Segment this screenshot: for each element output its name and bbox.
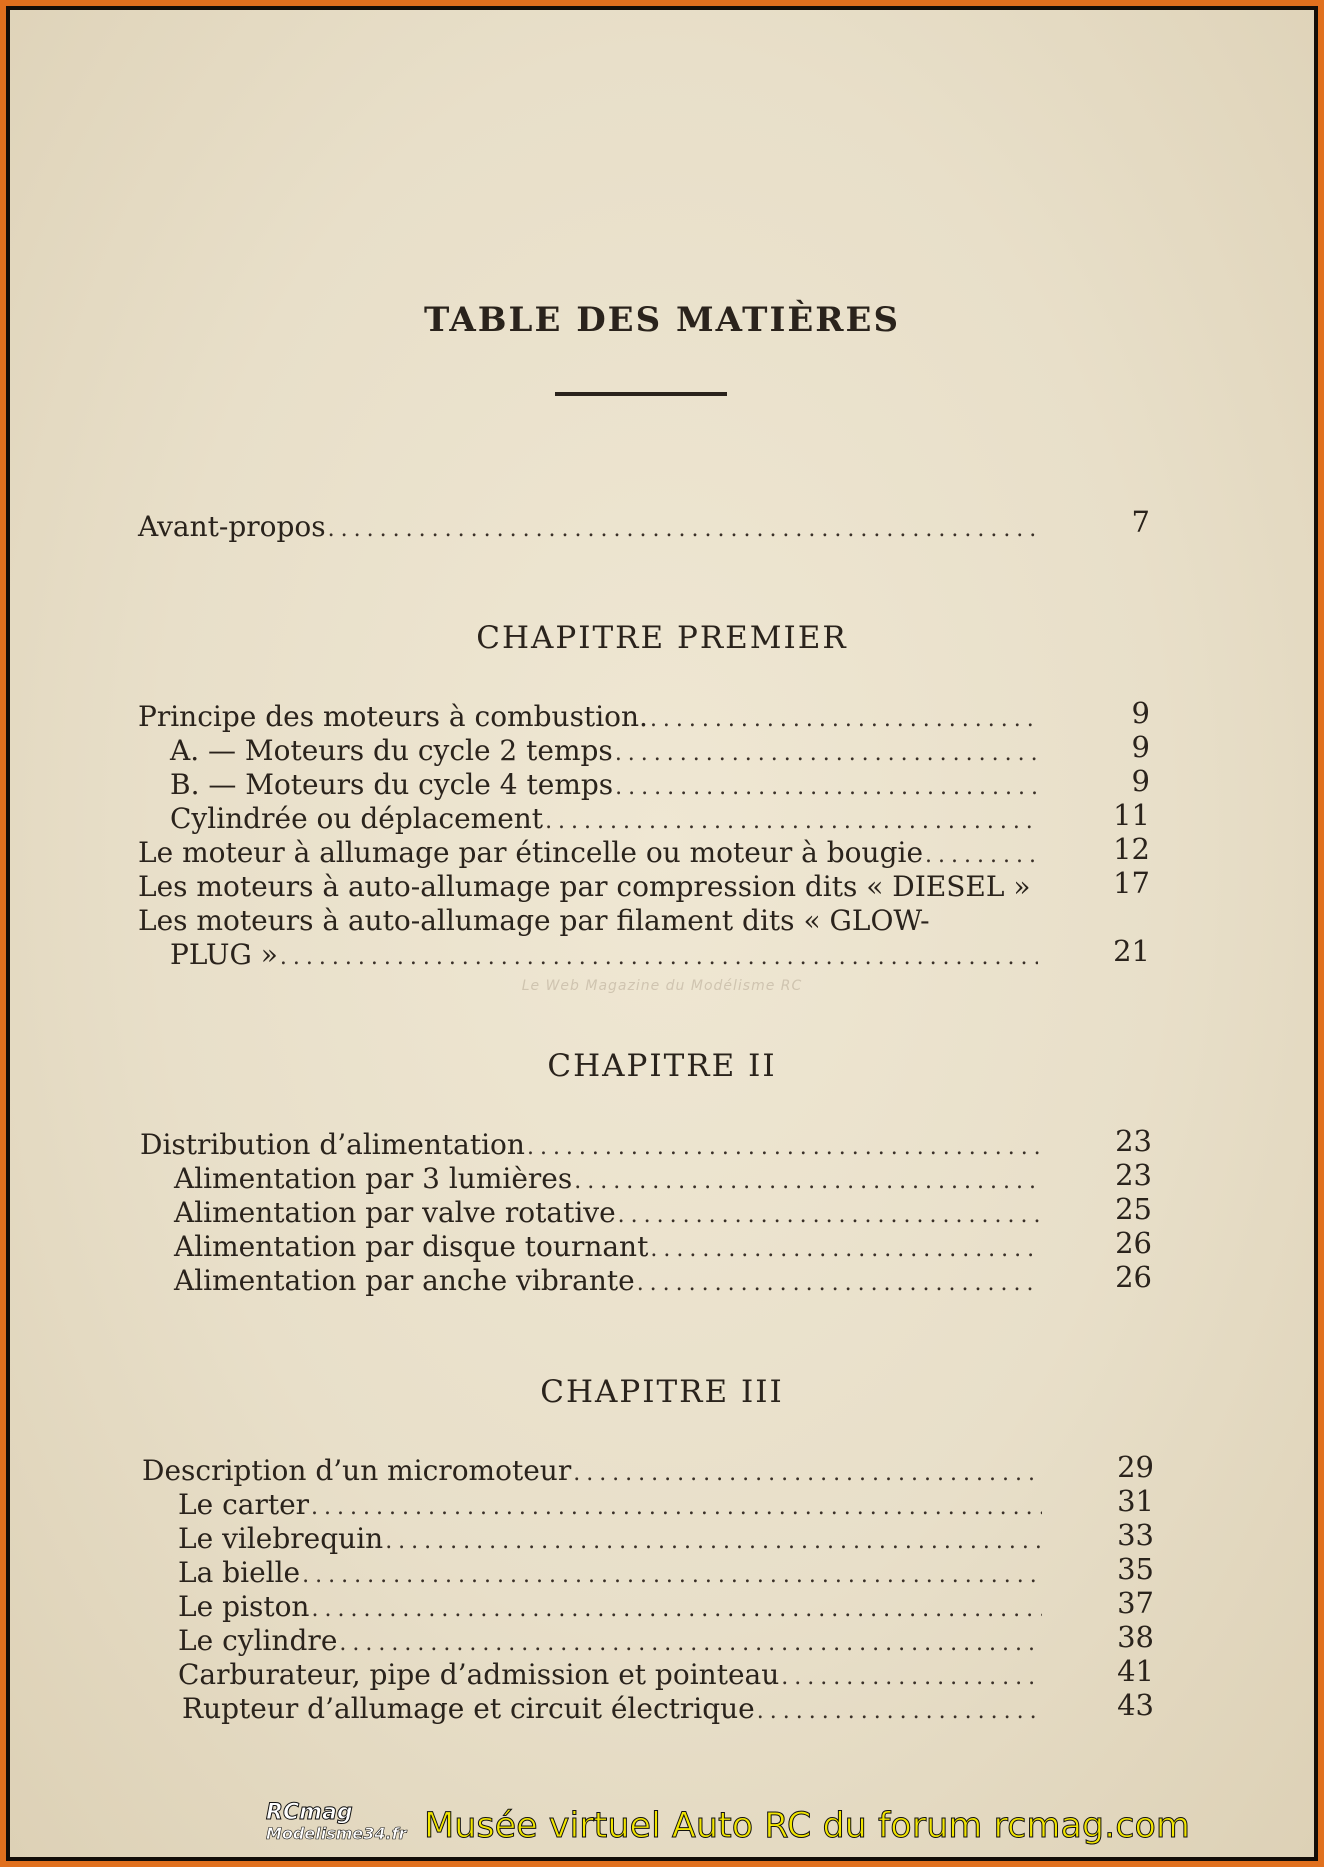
toc-entry-label-continued: PLUG » [170, 938, 278, 971]
toc-page-number: 21 [1113, 934, 1150, 968]
toc-entry [170, 938, 1038, 972]
toc-entry-label: Carburateur, pipe d’admission et pointeau [178, 1658, 780, 1691]
toc-entry [174, 1196, 1040, 1230]
toc-entry [138, 836, 1038, 870]
title-rule [555, 392, 727, 396]
toc-page-number: 11 [1113, 798, 1150, 832]
leader-dots [311, 1495, 1042, 1520]
toc-page-number: 26 [1115, 1226, 1152, 1260]
toc-entry [174, 1230, 1040, 1264]
toc-entry-label: Principe des moteurs à combustion. [138, 700, 648, 733]
toc-entry-label: A. — Moteurs du cycle 2 temps [170, 734, 613, 767]
toc-entry-label: Les moteurs à auto-allumage par filament dits « GLOW- [138, 904, 930, 937]
toc-entry [182, 1692, 1042, 1726]
page-title: TABLE DES MATIÈRES [423, 300, 900, 340]
toc-entry [174, 1162, 1040, 1196]
toc-entry [178, 1658, 1042, 1692]
toc-entry-label: Alimentation par anche vibrante [174, 1264, 635, 1297]
chapter-heading: CHAPITRE II [547, 1048, 777, 1084]
toc-entry [142, 1454, 1042, 1488]
toc-entry-label: La bielle [178, 1556, 301, 1589]
toc-page-number: 43 [1117, 1688, 1154, 1722]
document-page [10, 10, 1314, 1857]
toc-entry [178, 1624, 1042, 1658]
toc-page-number: 33 [1117, 1518, 1154, 1552]
toc-entry-label: B. — Moteurs du cycle 4 temps [170, 768, 614, 801]
toc-page-number: 38 [1117, 1620, 1154, 1654]
toc-page-number: 29 [1117, 1450, 1154, 1484]
leader-dots [339, 1631, 1042, 1656]
chapter-heading: CHAPITRE III [540, 1374, 784, 1410]
logo-line-1: RCmag [266, 1800, 353, 1825]
toc-entry [138, 510, 1038, 544]
leader-dots [757, 1699, 1042, 1724]
logo-line-2: Modelisme34.fr [266, 1824, 407, 1843]
leader-dots [615, 741, 1038, 766]
toc-entry-label: Le carter [178, 1488, 310, 1521]
leader-dots [615, 775, 1038, 800]
toc-page-number: 31 [1117, 1484, 1154, 1518]
toc-entry-label: Rupteur d’allumage et circuit électrique [182, 1692, 755, 1725]
toc-entry [138, 700, 1038, 734]
toc-entry-label: Alimentation par disque tournant [174, 1230, 649, 1263]
toc-page-number: 9 [1131, 730, 1150, 764]
leader-dots [302, 1563, 1042, 1588]
toc-page-number: 9 [1131, 696, 1150, 730]
leader-dots [311, 1597, 1042, 1622]
toc-entry [178, 1522, 1042, 1556]
leader-dots [925, 843, 1038, 868]
toc-entry [178, 1488, 1042, 1522]
toc-page-number: 17 [1113, 866, 1150, 900]
leader-dots [574, 1169, 1040, 1194]
toc-page-number: 25 [1115, 1192, 1152, 1226]
toc-entry [178, 1556, 1042, 1590]
toc-page-number: 9 [1131, 764, 1150, 798]
leader-dots [650, 1237, 1040, 1262]
leader-dots [545, 809, 1038, 834]
leader-dots [637, 1271, 1040, 1296]
toc-entry [178, 1590, 1042, 1624]
toc-page-number: 37 [1117, 1586, 1154, 1620]
toc-entry-label: Le moteur à allumage par étincelle ou moteur à bougie [138, 836, 924, 869]
leader-dots [573, 1461, 1042, 1486]
toc-entry-label: Description d’un micromoteur [142, 1454, 572, 1487]
toc-entry [140, 1128, 1040, 1162]
footer-caption: Musée virtuel Auto RC du forum rcmag.com [424, 1806, 1191, 1846]
toc-entry-label: Le vilebrequin [178, 1522, 384, 1555]
leader-dots [650, 707, 1038, 732]
toc-entry [170, 734, 1038, 768]
toc-entry-label: Le cylindre [178, 1624, 338, 1657]
toc-entry-label: Le piston [178, 1590, 310, 1623]
rcmag-logo[interactable] [266, 1802, 416, 1852]
toc-entry [170, 768, 1038, 802]
chapter-heading: CHAPITRE PREMIER [476, 620, 848, 656]
toc-page-number: 35 [1117, 1552, 1154, 1586]
leader-dots [527, 1135, 1040, 1160]
toc-page-number: 12 [1113, 832, 1150, 866]
toc-entry [174, 1264, 1040, 1298]
toc-page-number: 7 [1131, 505, 1150, 539]
watermark: Le Web Magazine du Modélisme RC [521, 978, 803, 994]
toc-page-number: 23 [1115, 1158, 1152, 1192]
toc-entry-label: Alimentation par 3 lumières [174, 1162, 573, 1195]
toc-page-number: 23 [1115, 1124, 1152, 1158]
toc-entry-label: Avant-propos [138, 510, 326, 543]
leader-dots [618, 1203, 1040, 1228]
leader-dots [280, 945, 1038, 970]
leader-dots [385, 1529, 1042, 1554]
toc-page-number: 41 [1117, 1654, 1154, 1688]
toc-entry-label: Cylindrée ou déplacement [170, 802, 544, 835]
toc-entry [170, 802, 1038, 836]
toc-page-number: 26 [1115, 1260, 1152, 1294]
toc-entry-label: Les moteurs à auto-allumage par compression dits « DIESEL » [138, 870, 1031, 903]
leader-dots [781, 1665, 1042, 1690]
toc-entry-label: Distribution d’alimentation [140, 1128, 525, 1161]
leader-dots [328, 517, 1038, 542]
toc-entry-label: Alimentation par valve rotative [174, 1196, 616, 1229]
footer-banner [0, 1800, 1324, 1856]
